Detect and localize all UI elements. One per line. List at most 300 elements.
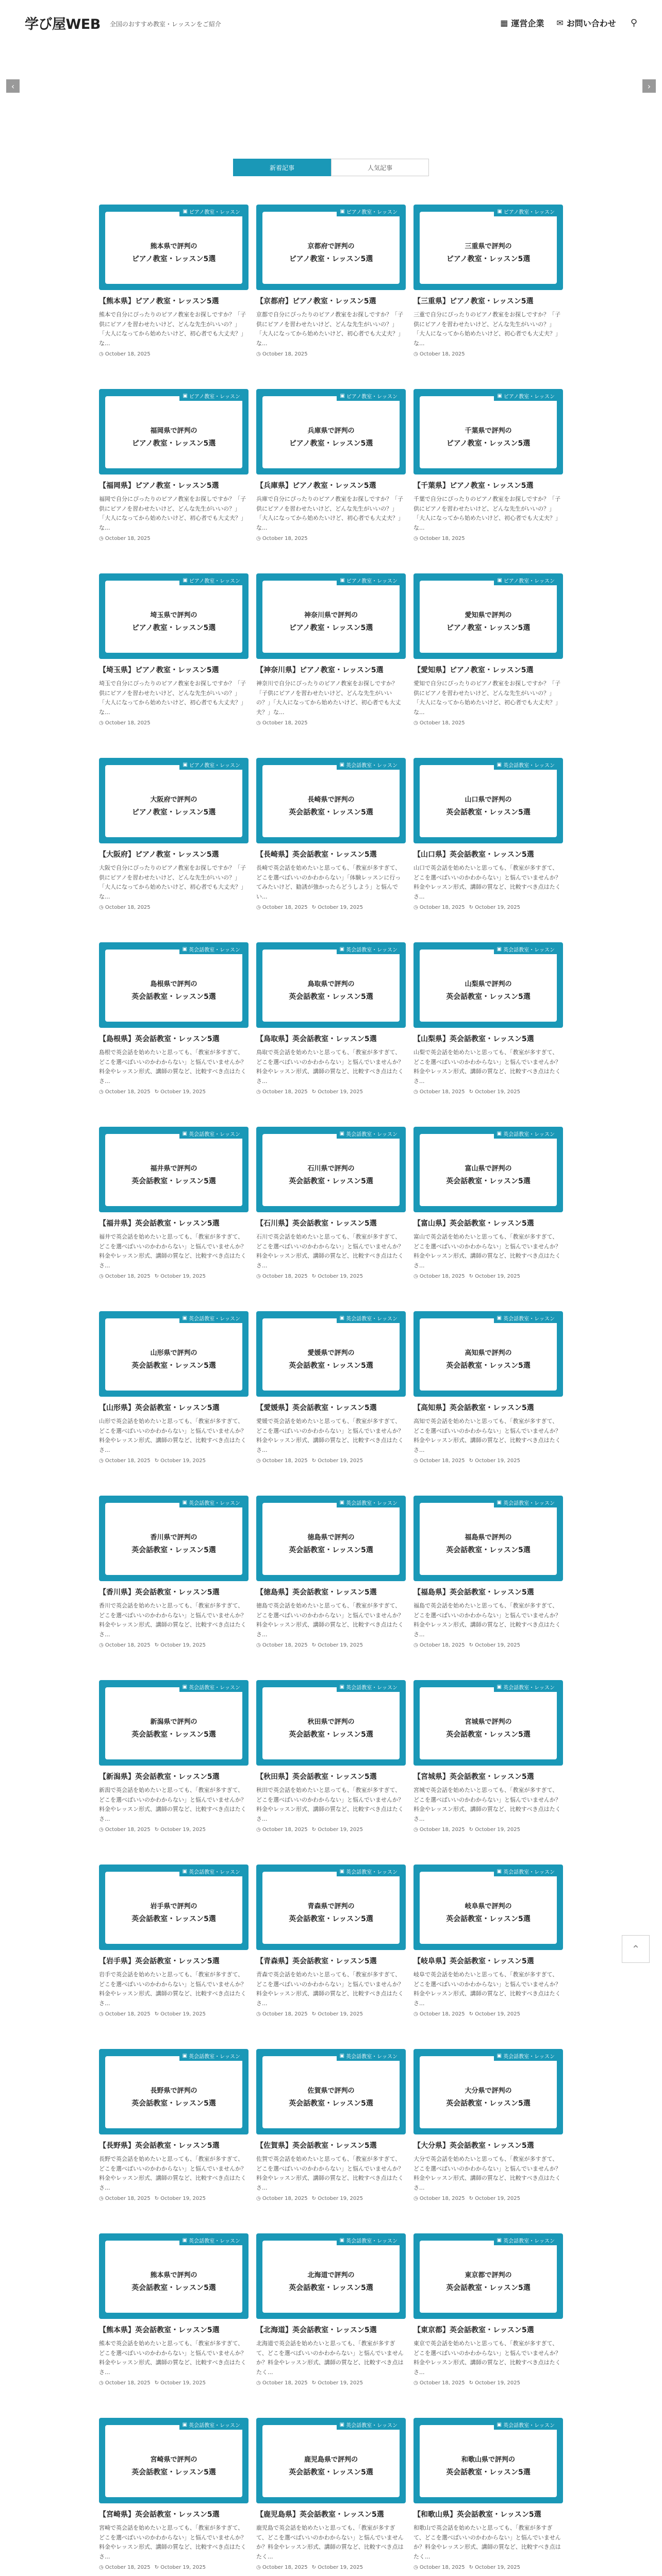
article-thumbnail[interactable] (256, 573, 406, 659)
category-badge[interactable] (494, 944, 558, 954)
updated-date-value: October 19, 2025 (318, 1642, 363, 1648)
article-thumbnail[interactable] (99, 389, 249, 474)
article-thumbnail[interactable] (256, 389, 406, 474)
thumbnail-panel (105, 2425, 242, 2497)
category-badge[interactable] (337, 1867, 401, 1876)
category-badge[interactable] (337, 207, 401, 216)
article-thumbnail[interactable] (99, 1127, 249, 1212)
article-title[interactable]: 【宮城県】英会話教室・レッスン5選 (413, 1773, 534, 1781)
refresh-icon: ↻ (154, 1458, 159, 1464)
clock-icon: ◷ (413, 1089, 418, 1095)
article-thumbnail[interactable] (413, 2233, 563, 2319)
category-badge[interactable] (494, 1498, 558, 1507)
article-card[interactable] (413, 205, 563, 389)
article-title[interactable]: 【秋田県】英会話教室・レッスン5選 (256, 1773, 377, 1781)
clock-icon: ◷ (256, 1458, 261, 1464)
folder-icon: ▣ (182, 1500, 188, 1505)
article-title[interactable]: 【山梨県】英会話教室・レッスン5選 (413, 1035, 534, 1043)
thumbnail-line-1: 山形県で評判の (150, 1349, 197, 1357)
post-date-value: October 18, 2025 (105, 2380, 151, 2386)
article-thumbnail[interactable] (99, 942, 249, 1028)
article-title[interactable]: 【鹿児島県】英会話教室・レッスン5選 (256, 2511, 384, 2519)
article-card[interactable] (413, 1680, 563, 1865)
article-thumbnail[interactable] (256, 942, 406, 1028)
thumbnail-line-1: 宮城県で評判の (465, 1718, 512, 1726)
article-card[interactable] (256, 1496, 406, 1680)
article-thumbnail[interactable] (256, 1311, 406, 1397)
thumbnail-panel (262, 2241, 400, 2313)
category-label: 英会話教室・レッスン (503, 2423, 555, 2429)
article-excerpt: 神奈川で自分にぴったりのピアノ教室をお探しですか？「子供にピアノを習わせたいけど、どんな先生がいいの？」「大人になってから始めたいけど、初心者でも大丈夫？」な... (256, 680, 401, 716)
category-badge[interactable] (337, 1129, 401, 1139)
category-badge[interactable] (179, 2420, 243, 2430)
site-tagline: 全国のおすすめ教室・レッスンをご紹介 (109, 20, 221, 28)
updated-date-value: October 19, 2025 (475, 2565, 520, 2570)
thumbnail-line-2: ピアノ教室・レッスン5選 (131, 255, 216, 263)
article-card[interactable] (256, 205, 406, 389)
updated-date (469, 2196, 520, 2201)
folder-icon: ▣ (340, 209, 345, 214)
thumbnail-panel (105, 2241, 242, 2313)
article-title[interactable]: 【熊本県】ピアノ教室・レッスン5選 (99, 297, 219, 306)
category-label: 英会話教室・レッスン (189, 1685, 240, 1691)
article-thumbnail[interactable] (413, 2049, 563, 2134)
article-card[interactable] (99, 389, 249, 573)
article-card[interactable] (99, 2049, 249, 2233)
article-card[interactable] (99, 2418, 249, 2576)
article-title[interactable]: 【三重県】ピアノ教室・レッスン5選 (413, 297, 534, 306)
category-badge[interactable] (179, 1867, 243, 1876)
refresh-icon: ↻ (311, 1827, 317, 1833)
updated-date-value: October 19, 2025 (160, 2380, 206, 2386)
updated-date (469, 1458, 520, 1464)
article-title[interactable]: 【長崎県】英会話教室・レッスン5選 (256, 851, 377, 859)
category-badge[interactable] (337, 760, 401, 770)
updated-date (469, 1274, 520, 1279)
thumbnail-line-2: 英会話教室・レッスン5選 (131, 2468, 216, 2477)
category-label: 英会話教室・レッスン (503, 1501, 555, 1506)
article-title[interactable]: 【神奈川県】ピアノ教室・レッスン5選 (256, 666, 384, 674)
category-label: 英会話教室・レッスン (189, 1316, 240, 1322)
category-badge[interactable] (494, 207, 558, 216)
article-title[interactable]: 【岐阜県】英会話教室・レッスン5選 (413, 1957, 534, 1965)
article-title[interactable]: 【鳥取県】英会話教室・レッスン5選 (256, 1035, 377, 1043)
article-thumbnail[interactable] (413, 205, 563, 290)
article-title[interactable]: 【東京都】英会話教室・レッスン5選 (413, 2326, 534, 2334)
article-card[interactable] (256, 1127, 406, 1311)
post-date-value: October 18, 2025 (105, 905, 151, 910)
article-card[interactable] (413, 942, 563, 1127)
clock-icon: ◷ (256, 1827, 261, 1833)
updated-date (469, 1642, 520, 1648)
company-link-label: 運営企業 (511, 18, 544, 28)
thumbnail-panel (262, 1872, 400, 1944)
article-thumbnail[interactable] (413, 1680, 563, 1766)
article-thumbnail[interactable] (256, 2049, 406, 2134)
folder-icon: ▣ (339, 2053, 345, 2059)
category-badge[interactable] (337, 391, 401, 401)
folder-icon: ▣ (339, 1500, 345, 1505)
article-title[interactable]: 【徳島県】英会話教室・レッスン5選 (256, 1588, 377, 1597)
category-badge[interactable] (494, 2420, 558, 2430)
category-badge[interactable] (179, 207, 243, 216)
folder-icon: ▣ (182, 1869, 188, 1874)
article-thumbnail[interactable] (256, 1127, 406, 1212)
post-date (99, 905, 151, 910)
post-date (99, 720, 151, 726)
article-card[interactable] (413, 389, 563, 573)
article-card[interactable] (99, 1127, 249, 1311)
article-title[interactable]: 【佐賀県】英会話教室・レッスン5選 (256, 2142, 377, 2150)
article-title[interactable]: 【福岡県】ピアノ教室・レッスン5選 (99, 482, 219, 490)
category-badge[interactable] (179, 575, 243, 585)
category-label: ピアノ教室・レッスン (503, 394, 555, 400)
article-title[interactable]: 【大阪府】ピアノ教室・レッスン5選 (99, 851, 219, 859)
article-card[interactable] (413, 1311, 563, 1496)
article-thumbnail[interactable] (413, 1496, 563, 1581)
article-card[interactable] (413, 758, 563, 942)
category-badge[interactable] (494, 575, 558, 585)
company-link[interactable] (500, 17, 544, 29)
article-meta (99, 1642, 249, 1648)
category-badge[interactable] (494, 1129, 558, 1139)
clock-icon: ◷ (99, 905, 104, 910)
article-thumbnail[interactable] (413, 389, 563, 474)
category-badge[interactable] (179, 1682, 243, 1692)
article-thumbnail[interactable] (413, 2418, 563, 2503)
category-label: ピアノ教室・レッスン (503, 579, 555, 584)
article-thumbnail[interactable] (99, 2049, 249, 2134)
article-thumbnail[interactable] (256, 205, 406, 290)
article-excerpt: 千葉で自分にぴったりのピアノ教室をお探しですか？「子供にピアノを習わせたいけど、どんな先生がいいの？」「大人になってから始めたいけど、初心者でも大丈夫？」な... (413, 496, 561, 532)
post-date-value: October 18, 2025 (262, 2565, 308, 2570)
thumbnail-panel (262, 212, 400, 284)
clock-icon: ◷ (413, 2380, 418, 2386)
article-card[interactable] (256, 1311, 406, 1496)
post-date-value: October 18, 2025 (105, 1274, 151, 1279)
category-badge[interactable] (179, 2235, 243, 2245)
category-badge[interactable] (179, 1498, 243, 1507)
category-label: 英会話教室・レッスン (503, 1132, 555, 1138)
article-card[interactable] (413, 2233, 563, 2418)
article-thumbnail[interactable] (413, 942, 563, 1028)
article-title[interactable]: 【北海道】英会話教室・レッスン5選 (256, 2326, 377, 2334)
category-label: ピアノ教室・レッスン (503, 210, 555, 215)
category-label: ピアノ教室・レッスン (346, 579, 398, 584)
article-thumbnail[interactable] (413, 1127, 563, 1212)
article-card[interactable] (99, 2233, 249, 2418)
clock-icon: ◷ (256, 2565, 261, 2570)
thumbnail-panel (262, 950, 400, 1022)
thumbnail-line-2: 英会話教室・レッスン5選 (131, 1546, 216, 1554)
article-card[interactable] (413, 1127, 563, 1311)
post-date-value: October 18, 2025 (262, 1642, 308, 1648)
category-badge[interactable] (179, 760, 243, 770)
post-date-value: October 18, 2025 (262, 1458, 308, 1464)
article-thumbnail[interactable] (256, 2233, 406, 2319)
thumbnail-line-1: 山梨県で評判の (465, 980, 512, 988)
clock-icon: ◷ (99, 1458, 104, 1464)
folder-icon: ▣ (183, 209, 188, 214)
category-badge[interactable] (494, 391, 558, 401)
category-badge[interactable] (494, 1867, 558, 1876)
category-badge[interactable] (179, 2051, 243, 2061)
thumbnail-line-2: ピアノ教室・レッスン5選 (446, 439, 531, 448)
scroll-to-top-button[interactable] (622, 1935, 650, 1963)
article-meta (256, 2380, 406, 2386)
article-title[interactable]: 【大分県】英会話教室・レッスン5選 (413, 2142, 534, 2150)
article-meta (256, 720, 406, 726)
article-thumbnail[interactable] (99, 1496, 249, 1581)
article-title[interactable]: 【愛知県】ピアノ教室・レッスン5選 (413, 666, 534, 674)
category-label: 英会話教室・レッスン (503, 1870, 555, 1875)
article-title[interactable]: 【和歌山県】英会話教室・レッスン5選 (413, 2511, 541, 2519)
category-badge[interactable] (179, 944, 243, 954)
article-excerpt: 三重で自分にぴったりのピアノ教室をお探しですか？「子供にピアノを習わせたいけど、どんな先生がいいの？」「大人になってから始めたいけど、初心者でも大丈夫？」な... (413, 311, 561, 347)
folder-icon: ▣ (497, 578, 502, 583)
article-title[interactable]: 【兵庫県】ピアノ教室・レッスン5選 (256, 482, 376, 490)
category-badge[interactable] (179, 1313, 243, 1323)
post-date (413, 2565, 465, 2570)
category-label: 英会話教室・レッスン (189, 1501, 240, 1506)
post-date (413, 720, 465, 726)
updated-date-value: October 19, 2025 (318, 2196, 363, 2201)
category-badge[interactable] (494, 1682, 558, 1692)
folder-icon: ▣ (182, 1315, 188, 1321)
post-date (413, 536, 465, 541)
thumbnail-line-1: 石川県で評判の (307, 1164, 355, 1173)
category-badge[interactable] (337, 2420, 401, 2430)
article-excerpt: 徳島で英会話を始めたいと思っても、「教室が多すぎて、どこを選べばいいのかわからない」と悩んでいませんか？料金やレッスン形式、講師の質など、比較すべき点はたくさ... (256, 1602, 404, 1638)
updated-date-value: October 19, 2025 (475, 1089, 520, 1095)
thumbnail-line-2: 英会話教室・レッスン5選 (289, 808, 373, 817)
category-badge[interactable] (494, 1313, 558, 1323)
mail-icon: ✉ (556, 18, 564, 28)
article-excerpt: 埼玉で自分にぴったりのピアノ教室をお探しですか？「子供にピアノを習わせたいけど、どんな先生がいいの？」「大人になってから始めたいけど、初心者でも大丈夫？」な... (99, 680, 246, 716)
thumbnail-panel (420, 765, 557, 837)
thumbnail-line-2: ピアノ教室・レッスン5選 (131, 439, 216, 448)
thumbnail-panel (420, 2241, 557, 2313)
article-thumbnail[interactable] (99, 1680, 249, 1766)
article-thumbnail[interactable] (413, 1865, 563, 1950)
article-title[interactable]: 【埼玉県】ピアノ教室・レッスン5選 (99, 666, 219, 674)
thumbnail-panel (105, 1134, 242, 1206)
post-date (256, 536, 308, 541)
updated-date (155, 1089, 206, 1095)
thumbnail-panel (420, 1134, 557, 1206)
updated-date (469, 1089, 520, 1095)
article-thumbnail[interactable] (99, 205, 249, 290)
folder-icon: ▣ (339, 762, 345, 768)
thumbnail-line-1: 福島県で評判の (465, 1533, 512, 1541)
article-meta (99, 1089, 249, 1095)
category-label: 英会話教室・レッスン (189, 947, 240, 953)
article-thumbnail[interactable] (99, 2418, 249, 2503)
article-excerpt: 和歌山で英会話を始めたいと思っても、「教室が多すぎて、どこを選べばいいのかわからない」と悩んでいませんか？料金やレッスン形式、講師の質など、比較すべき点はたく... (413, 2524, 561, 2561)
article-meta (256, 1642, 406, 1648)
article-card[interactable] (99, 1680, 249, 1865)
thumbnail-panel (105, 1687, 242, 1759)
article-card[interactable] (99, 1865, 249, 2049)
updated-date (155, 1827, 206, 1833)
article-card[interactable] (413, 2049, 563, 2233)
search-icon[interactable]: ⚲ (630, 17, 637, 28)
article-title[interactable]: 【愛媛県】英会話教室・レッスン5選 (256, 1404, 377, 1412)
category-badge[interactable] (179, 1129, 243, 1139)
article-title[interactable]: 【新潟県】英会話教室・レッスン5選 (99, 1773, 220, 1781)
article-card[interactable] (99, 758, 249, 942)
updated-date (155, 1458, 206, 1464)
article-meta (256, 536, 406, 541)
refresh-icon: ↻ (154, 2196, 159, 2201)
category-badge[interactable] (179, 391, 243, 401)
category-badge[interactable] (337, 944, 401, 954)
tab-new[interactable]: 新着記事 (233, 159, 331, 176)
article-card[interactable] (413, 2418, 563, 2576)
article-meta (99, 351, 249, 357)
updated-date (155, 1274, 206, 1279)
thumbnail-line-2: 英会話教室・レッスン5選 (131, 1730, 216, 1739)
article-thumbnail[interactable] (256, 1496, 406, 1581)
thumbnail-line-2: ピアノ教室・レッスン5選 (289, 439, 373, 448)
article-card[interactable] (99, 942, 249, 1127)
refresh-icon: ↻ (469, 1274, 474, 1279)
category-label: ピアノ教室・レッスン (189, 579, 240, 584)
article-excerpt: 熊本で英会話を始めたいと思っても、「教室が多すぎて、どこを選べばいいのかわからない」と悩んでいませんか？料金やレッスン形式、講師の質など、比較すべき点はたくさ... (99, 2340, 246, 2376)
article-thumbnail[interactable] (99, 2233, 249, 2319)
article-title[interactable]: 【宮崎県】英会話教室・レッスン5選 (99, 2511, 220, 2519)
updated-date-value: October 19, 2025 (318, 1458, 363, 1464)
folder-icon: ▣ (182, 1131, 188, 1137)
thumbnail-line-2: 英会話教室・レッスン5選 (289, 1914, 373, 1923)
article-thumbnail[interactable] (256, 1865, 406, 1950)
site-logo[interactable]: 学び屋WEB (25, 16, 101, 32)
article-card[interactable] (256, 389, 406, 573)
article-card[interactable] (413, 573, 563, 758)
thumbnail-line-2: 英会話教室・レッスン5選 (289, 2283, 373, 2292)
category-badge[interactable] (337, 2051, 401, 2061)
article-card[interactable] (413, 1865, 563, 2049)
article-title[interactable]: 【島根県】英会話教室・レッスン5選 (99, 1035, 220, 1043)
category-badge[interactable] (337, 1313, 401, 1323)
article-thumbnail[interactable] (256, 2418, 406, 2503)
article-meta (413, 2196, 563, 2201)
carousel-next-button[interactable]: › (642, 79, 656, 93)
article-title[interactable]: 【石川県】英会話教室・レッスン5選 (256, 1219, 377, 1228)
article-title[interactable]: 【高知県】英会話教室・レッスン5選 (413, 1404, 534, 1412)
article-excerpt: 長崎で英会話を始めたいと思っても、「教室が多すぎて、どこを選べばいいのかわからない」「体験レッスンに行ってみたいけど、勧誘が強かったらどうしよう」と悩んでい... (256, 865, 401, 901)
category-badge[interactable] (494, 2051, 558, 2061)
article-thumbnail[interactable] (413, 758, 563, 843)
thumbnail-line-2: 英会話教室・レッスン5選 (289, 2099, 373, 2108)
thumbnail-panel (105, 396, 242, 468)
article-thumbnail[interactable] (99, 573, 249, 659)
post-date-value: October 18, 2025 (419, 1089, 465, 1095)
category-badge[interactable] (337, 575, 401, 585)
category-badge[interactable] (494, 760, 558, 770)
article-card[interactable] (99, 1311, 249, 1496)
tab-popular[interactable]: 人気記事 (331, 159, 429, 176)
article-thumbnail[interactable] (413, 1311, 563, 1397)
category-label: 英会話教室・レッスン (503, 1685, 555, 1691)
post-date-value: October 18, 2025 (105, 1458, 151, 1464)
contact-link[interactable] (556, 17, 616, 29)
article-title[interactable]: 【熊本県】英会話教室・レッスン5選 (99, 2326, 220, 2334)
refresh-icon: ↻ (154, 2011, 159, 2017)
article-tabs (0, 159, 662, 176)
post-date-value: October 18, 2025 (419, 905, 465, 910)
article-title[interactable]: 【福島県】英会話教室・レッスン5選 (413, 1588, 534, 1597)
article-title[interactable]: 【京都府】ピアノ教室・レッスン5選 (256, 297, 376, 306)
clock-icon: ◷ (413, 720, 418, 726)
category-badge[interactable] (337, 2235, 401, 2245)
article-excerpt: 石川で英会話を始めたいと思っても、「教室が多すぎて、どこを選べばいいのかわからない」と悩んでいませんか？料金やレッスン形式、講師の質など、比較すべき点はたくさ... (256, 1233, 404, 1269)
clock-icon: ◷ (413, 1274, 418, 1279)
article-title[interactable]: 【香川県】英会話教室・レッスン5選 (99, 1588, 220, 1597)
thumbnail-line-1: 熊本県で評判の (150, 242, 197, 250)
article-thumbnail[interactable] (99, 1311, 249, 1397)
category-badge[interactable] (494, 2235, 558, 2245)
article-title[interactable]: 【山形県】英会話教室・レッスン5選 (99, 1404, 220, 1412)
article-card[interactable] (99, 205, 249, 389)
clock-icon: ◷ (256, 1642, 261, 1648)
article-card[interactable] (413, 1496, 563, 1680)
thumbnail-panel (262, 1687, 400, 1759)
article-card[interactable] (99, 1496, 249, 1680)
article-title[interactable]: 【岩手県】英会話教室・レッスン5選 (99, 1957, 220, 1965)
thumbnail-panel (262, 2056, 400, 2128)
article-card[interactable] (256, 2418, 406, 2576)
article-card[interactable] (256, 942, 406, 1127)
article-card[interactable] (99, 573, 249, 758)
category-label: 英会話教室・レッスン (503, 947, 555, 953)
category-badge[interactable] (337, 1498, 401, 1507)
article-card[interactable] (256, 1680, 406, 1865)
updated-date (312, 1458, 363, 1464)
folder-icon: ▣ (496, 1869, 502, 1874)
article-title[interactable]: 【福井県】英会話教室・レッスン5選 (99, 1219, 220, 1228)
category-label: 英会話教室・レッスン (189, 1132, 240, 1138)
article-card[interactable] (256, 2233, 406, 2418)
article-title[interactable]: 【千葉県】ピアノ教室・レッスン5選 (413, 482, 534, 490)
thumbnail-line-1: 福岡県で評判の (150, 427, 197, 435)
article-thumbnail[interactable] (256, 1680, 406, 1766)
article-card[interactable] (256, 1865, 406, 2049)
post-date-value: October 18, 2025 (262, 2380, 308, 2386)
folder-icon: ▣ (339, 1315, 345, 1321)
refresh-icon: ↻ (469, 2196, 474, 2201)
thumbnail-line-2: 英会話教室・レッスン5選 (131, 1361, 216, 1370)
article-card[interactable] (256, 2049, 406, 2233)
carousel-prev-button[interactable]: ‹ (6, 79, 20, 93)
post-date (413, 1089, 465, 1095)
article-title[interactable]: 【富山県】英会話教室・レッスン5選 (413, 1219, 534, 1228)
article-thumbnail[interactable] (99, 1865, 249, 1950)
article-thumbnail[interactable] (413, 573, 563, 659)
article-thumbnail[interactable] (256, 758, 406, 843)
article-thumbnail[interactable] (99, 758, 249, 843)
post-date-value: October 18, 2025 (419, 1642, 465, 1648)
article-card[interactable] (256, 758, 406, 942)
thumbnail-line-1: 福井県で評判の (150, 1164, 197, 1173)
category-badge[interactable] (337, 1682, 401, 1692)
article-card[interactable] (256, 573, 406, 758)
article-title[interactable]: 【山口県】英会話教室・レッスン5選 (413, 851, 534, 859)
article-title[interactable]: 【青森県】英会話教室・レッスン5選 (256, 1957, 377, 1965)
post-date-value: October 18, 2025 (105, 351, 151, 357)
article-title[interactable]: 【長野県】英会話教室・レッスン5選 (99, 2142, 220, 2150)
post-date-value: October 18, 2025 (419, 720, 465, 726)
